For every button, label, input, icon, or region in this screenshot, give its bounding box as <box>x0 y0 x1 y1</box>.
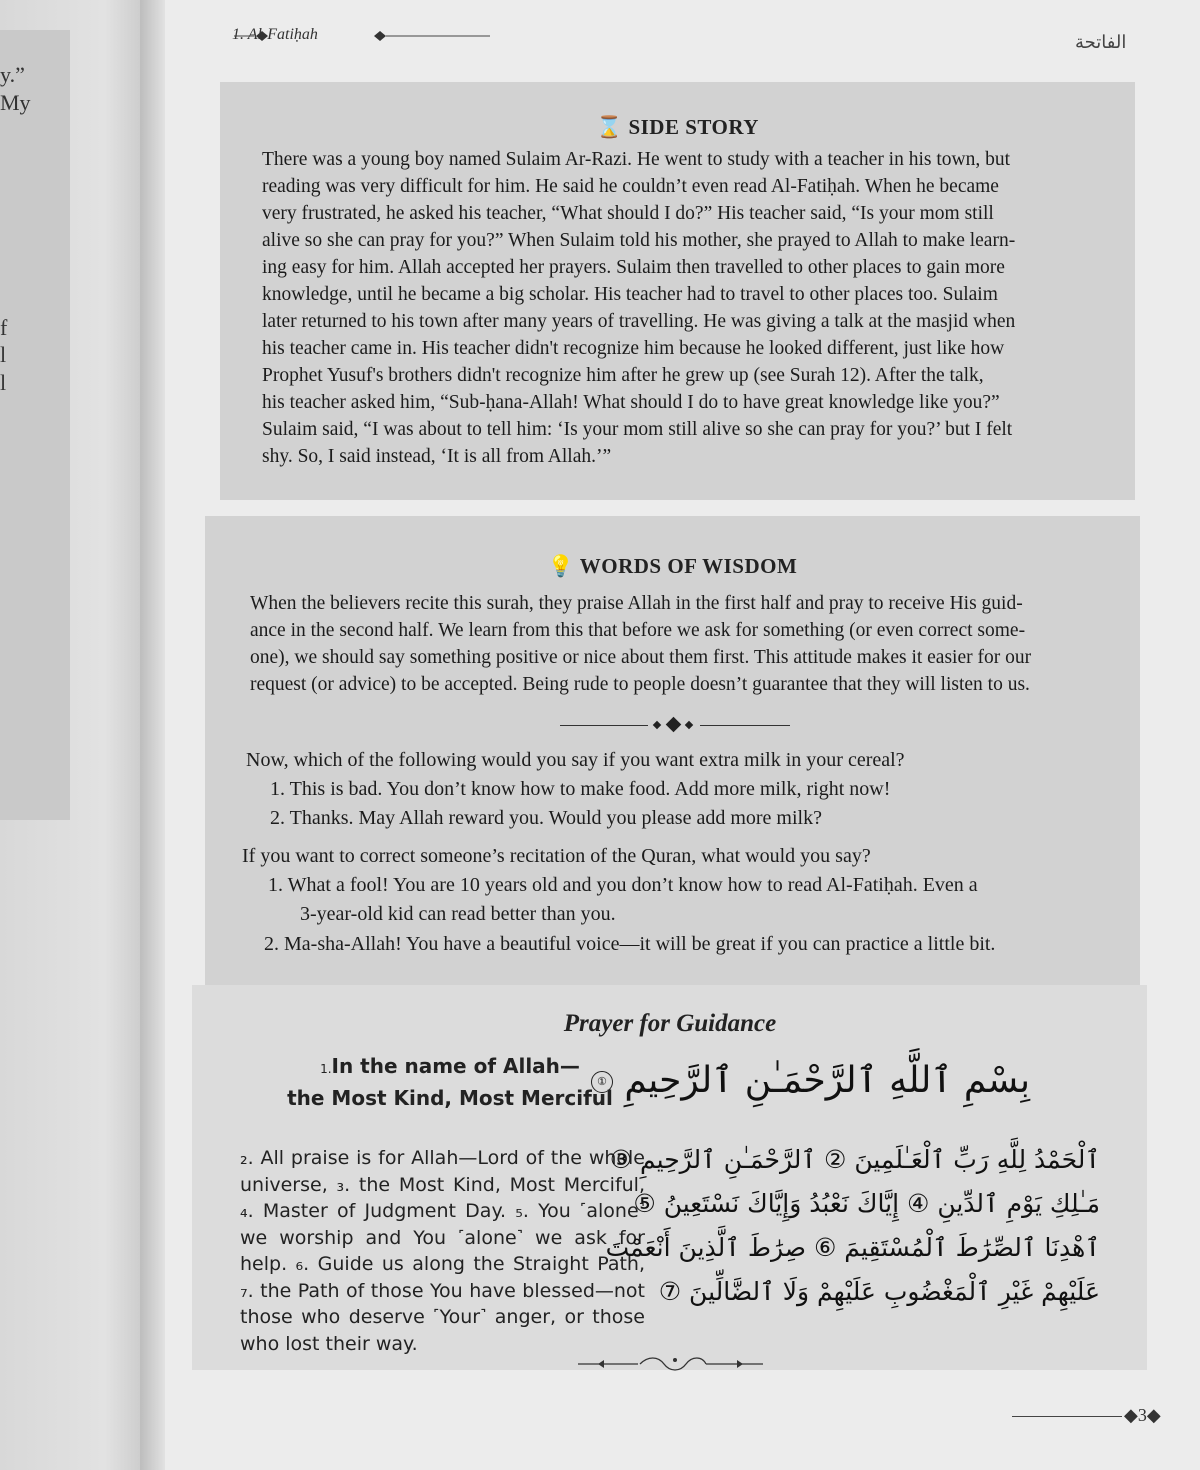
side-story-heading <box>220 115 1135 140</box>
side-story-line: later returned to his town after many years of travelling. He was giving a talk at the masjid when <box>262 311 1016 332</box>
side-story-line: Prophet Yusuf's brothers didn't recognize him after he grew up (see Surah 12). After the talk, <box>262 365 984 386</box>
facing-page-box <box>0 30 70 820</box>
verses-translation: ₂. All praise is for Allah—Lord of the whole universe, ₃. the Most Kind, Most Merciful, ₄. Master of Judgment Day. ₅. You ˹alone˺ we worship and You ˹alone˺ we ask for help. ₆. Guide us along the Straight Path, ₇. the Path of those You have blessed—not those who deserve ˹Your˺ anger, or those who lost their way. <box>240 1147 645 1355</box>
lightbulb-icon: 💡 <box>547 554 575 578</box>
arabic-verse-line: مَـٰلِكِ يَوْمِ ٱلدِّينِ ④ إِيَّاكَ نَعْبُدُ وَإِيَّاكَ نَسْتَعِينُ ⑤ <box>633 1189 1100 1218</box>
page-number-value: 3 <box>1137 1405 1147 1425</box>
question-prompt: If you want to correct someone’s recitation of the Quran, what would you say? <box>242 845 871 867</box>
question-option: 2. Thanks. May Allah reward you. Would you please add more milk? <box>270 807 822 829</box>
side-story-text <box>262 146 1097 470</box>
facing-page-fragment: My <box>0 90 31 115</box>
side-story-line: reading was very difficult for him. He said he couldn’t even read Al-Fatiḥah. When he became <box>262 176 999 197</box>
hourglass-icon: ⌛ <box>596 115 623 139</box>
header-rule-icon <box>372 30 492 42</box>
arabic-basmala <box>596 1060 1030 1101</box>
facing-page <box>0 0 150 1470</box>
arabic-basmala-text: بِسْمِ ٱللَّهِ ٱلرَّحْمَـٰنِ ٱلرَّحِيمِ <box>624 1060 1030 1101</box>
words-of-wisdom-heading <box>205 554 1140 579</box>
words-of-wisdom-text <box>250 590 1105 698</box>
facing-page-fragment: f <box>0 315 8 340</box>
question-option: 2. Ma-sha-Allah! You have a beautiful voice—it will be great if you can practice a little bit. <box>264 933 996 955</box>
verse-end-marker-icon: ① <box>591 1071 613 1093</box>
question-prompt: Now, which of the following would you say if you want extra milk in your cereal? <box>246 749 905 771</box>
wisdom-line: request (or advice) to be accepted. Being rude to people doesn’t guarantee that they will listen to us. <box>250 674 1030 695</box>
basmala-line: In the name of Allah— <box>331 1054 580 1078</box>
arabic-verse-line: عَلَيْهِمْ غَيْرِ ٱلْمَغْضُوبِ عَلَيْهِمْ وَلَا ٱلضَّالِّينَ ⑦ <box>658 1277 1100 1306</box>
facing-page-fragment: l <box>0 342 7 367</box>
prayer-title: Prayer for Guidance <box>563 1010 777 1037</box>
side-story-line: knowledge, until he became a big scholar. His teacher had to travel to other places too. Sulaim <box>262 284 998 305</box>
basmala-line: the Most Kind, Most Merciful <box>287 1086 613 1110</box>
question-option: 1. This is bad. You don’t know how to make food. Add more milk, right now! <box>270 778 891 800</box>
side-story-line: his teacher came in. His teacher didn't recognize him because he looked different, just like how <box>262 338 1005 359</box>
running-header-chapter: 1. Al-Fatiḥah <box>232 26 318 43</box>
page-number-rule <box>1012 1416 1122 1417</box>
question-option: 1. What a fool! You are 10 years old and you don’t know how to read Al-Fatiḥah. Even a <box>268 874 978 896</box>
page-number: ◆3◆ <box>1124 1405 1161 1425</box>
side-story-line: ing easy for him. Allah accepted her prayers. Sulaim then travelled to other places to gain more <box>262 257 1005 278</box>
wisdom-line: ance in the second half. We learn from this that before we ask for something (or even correct some- <box>250 620 1026 641</box>
side-story-line: his teacher asked him, “Sub-ḥana-Allah! What should I do to have great knowledge like you?” <box>262 392 1000 413</box>
running-header-arabic: الفاتحة <box>1075 32 1127 52</box>
side-story-line: very frustrated, he asked his teacher, “What should I do?” His teacher said, “Is your mom still <box>262 203 994 224</box>
arabic-verse-line: ٱلْحَمْدُ لِلَّهِ رَبِّ ٱلْعَـٰلَمِينَ ② ٱلرَّحْمَـٰنِ ٱلرَّحِيمِ ③ <box>609 1145 1100 1174</box>
facing-page-fragment: y.” <box>0 62 25 87</box>
arabic-verses <box>605 1138 1100 1314</box>
side-story-line: alive so she can pray for you?” When Sulaim told his mother, she prayed to Allah to make learn- <box>262 230 1016 251</box>
side-story-title: SIDE STORY <box>628 115 759 139</box>
closing-ornament-icon <box>578 1355 763 1373</box>
basmala-translation <box>255 1052 645 1113</box>
words-of-wisdom-title: WORDS OF WISDOM <box>579 554 798 578</box>
side-story-line: Sulaim said, “I was about to tell him: ‘Is your mom still alive so she can pray for you?’ but I felt <box>262 419 1013 440</box>
facing-page-fragment: l <box>0 370 7 395</box>
question-option-continued: 3-year-old kid can read better than you. <box>300 903 616 925</box>
wisdom-line: one), we should say something positive or nice about them first. This attitude makes it easier for our <box>250 647 1032 668</box>
wisdom-line: When the believers recite this surah, they praise Allah in the first half and pray to receive His guid- <box>250 593 1023 614</box>
section-divider-icon <box>560 718 790 732</box>
side-story-line: shy. So, I said instead, ‘It is all from Allah.’” <box>262 446 612 467</box>
arabic-verse-line: ٱهْدِنَا ٱلصِّرَٰطَ ٱلْمُسْتَقِيمَ ⑥ صِرَٰطَ ٱلَّذِينَ أَنْعَمْتَ <box>605 1233 1100 1262</box>
verse-number: 1. <box>320 1062 332 1076</box>
side-story-line: There was a young boy named Sulaim Ar-Razi. He went to study with a teacher in his town, but <box>262 149 1011 170</box>
